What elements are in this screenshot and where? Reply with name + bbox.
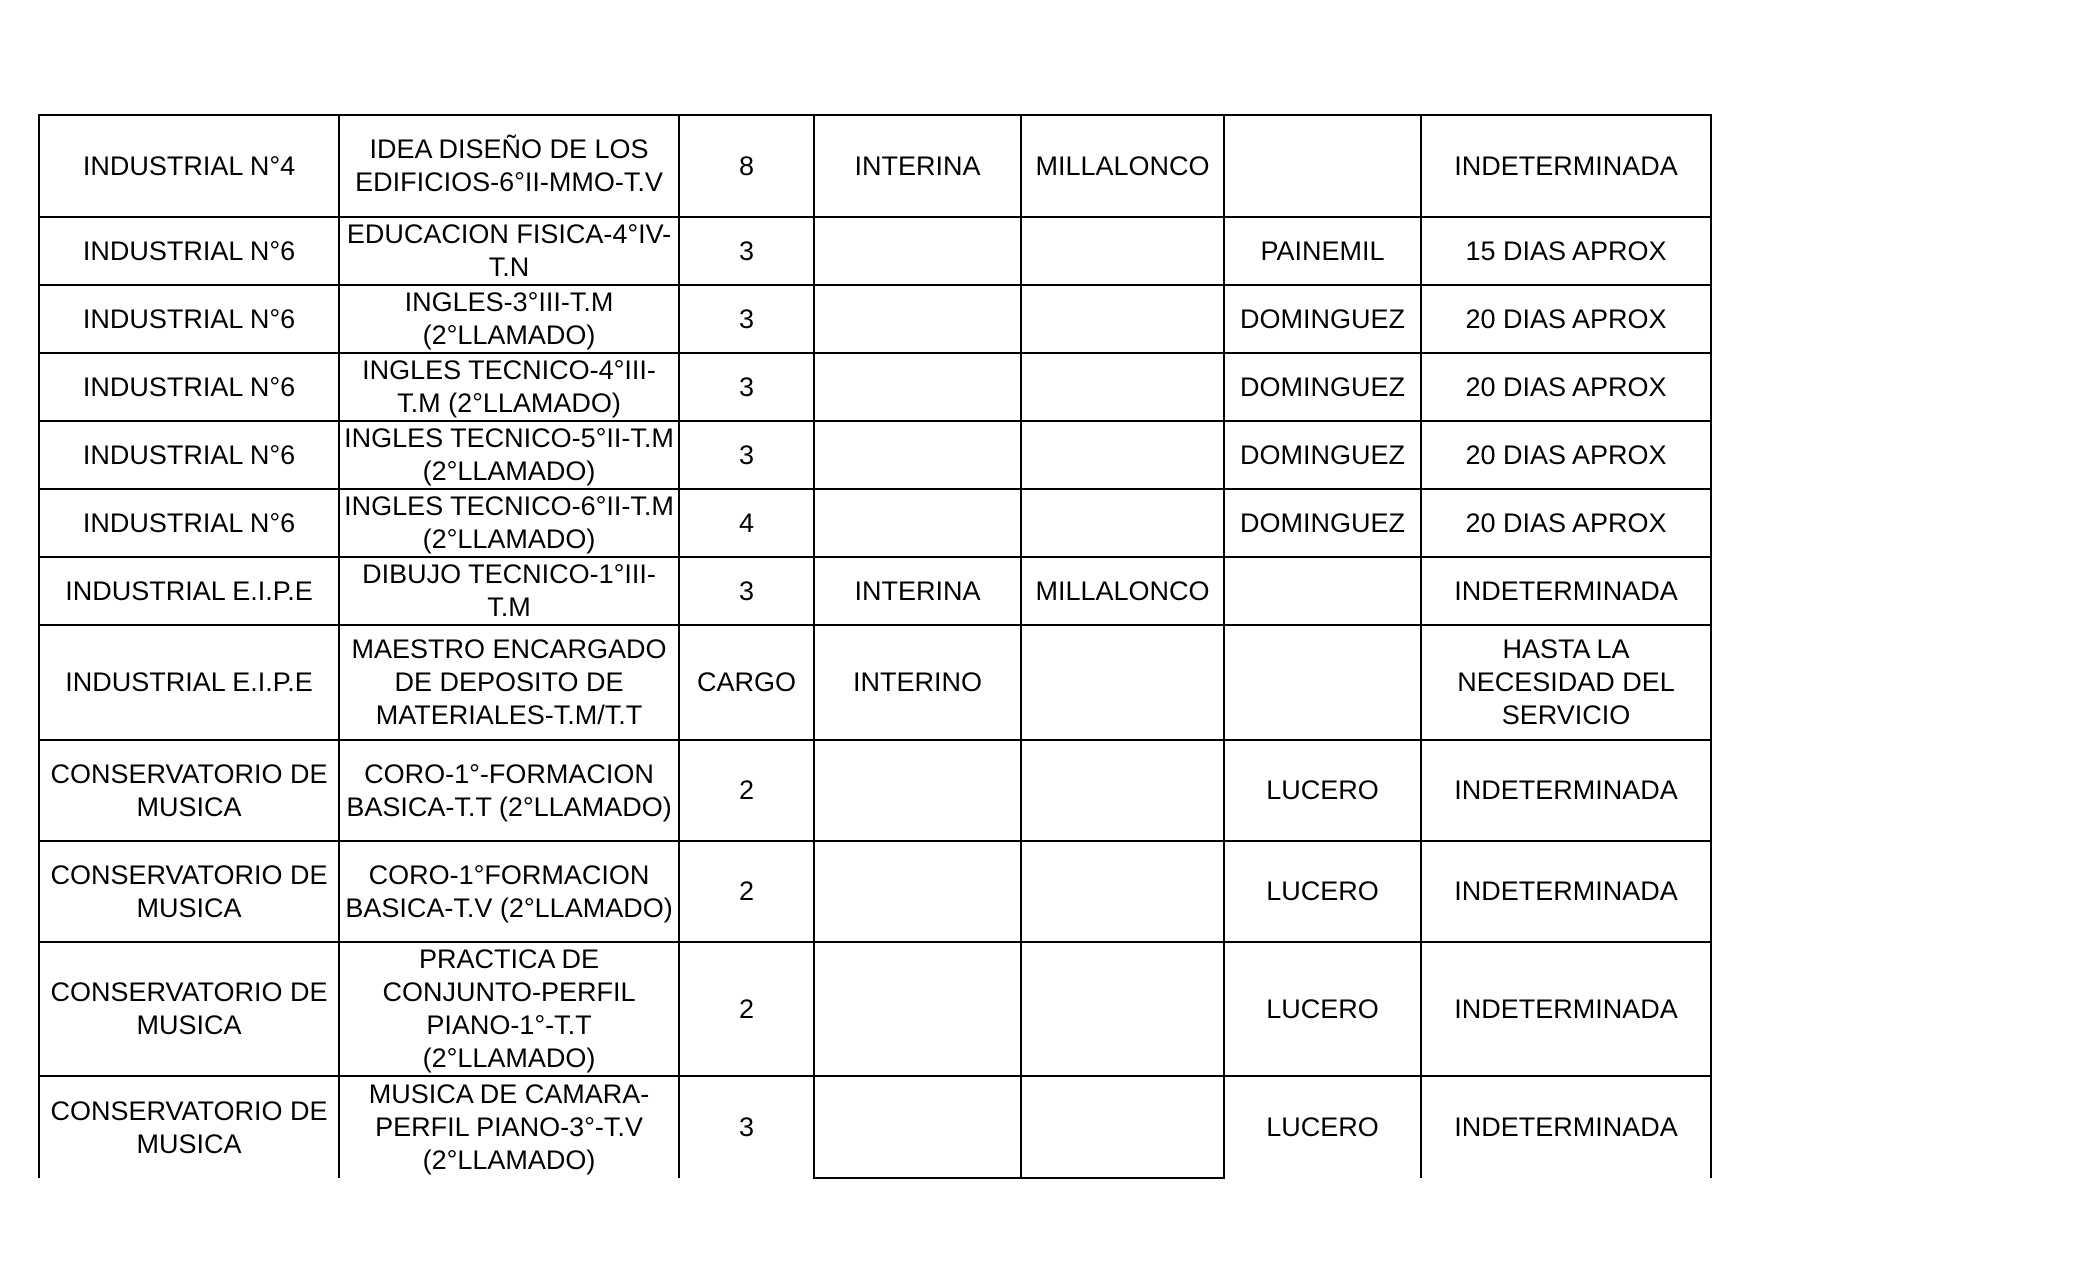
character-cell xyxy=(814,1076,1021,1178)
holder-cell xyxy=(1021,489,1224,557)
duration-cell: INDETERMINADA xyxy=(1421,557,1711,625)
holder-cell xyxy=(1021,421,1224,489)
hours-cell: 3 xyxy=(679,557,814,625)
duration-cell: 20 DIAS APROX xyxy=(1421,353,1711,421)
hours-cell: 4 xyxy=(679,489,814,557)
duration-cell: 20 DIAS APROX xyxy=(1421,285,1711,353)
substitute-cell: LUCERO xyxy=(1224,1076,1421,1178)
hours-cell: 3 xyxy=(679,353,814,421)
character-cell: INTERINA xyxy=(814,557,1021,625)
subject-cell: DIBUJO TECNICO-1°III-T.M xyxy=(339,557,679,625)
school-cell: INDUSTRIAL E.I.P.E xyxy=(39,557,339,625)
duration-cell: INDETERMINADA xyxy=(1421,942,1711,1076)
school-cell: CONSERVATORIO DE MUSICA xyxy=(39,942,339,1076)
substitute-cell: DOMINGUEZ xyxy=(1224,285,1421,353)
holder-cell xyxy=(1021,1076,1224,1178)
table-row xyxy=(39,740,1711,841)
school-cell: INDUSTRIAL N°6 xyxy=(39,489,339,557)
holder-cell xyxy=(1021,285,1224,353)
holder-cell xyxy=(1021,625,1224,740)
holder-cell: MILLALONCO xyxy=(1021,115,1224,217)
school-cell: CONSERVATORIO DE MUSICA xyxy=(39,740,339,841)
substitute-cell: LUCERO xyxy=(1224,740,1421,841)
character-cell xyxy=(814,489,1021,557)
substitute-cell: LUCERO xyxy=(1224,942,1421,1076)
table-row xyxy=(39,625,1711,740)
table-row xyxy=(39,285,1711,353)
table-row xyxy=(39,1076,1711,1178)
substitute-cell xyxy=(1224,625,1421,740)
substitute-cell xyxy=(1224,557,1421,625)
hours-cell: 8 xyxy=(679,115,814,217)
duration-cell: INDETERMINADA xyxy=(1421,1076,1711,1178)
holder-cell xyxy=(1021,217,1224,285)
character-cell xyxy=(814,353,1021,421)
school-cell: INDUSTRIAL N°6 xyxy=(39,353,339,421)
holder-cell xyxy=(1021,841,1224,942)
character-cell xyxy=(814,942,1021,1076)
duration-cell: INDETERMINADA xyxy=(1421,740,1711,841)
table-row xyxy=(39,557,1711,625)
holder-cell: MILLALONCO xyxy=(1021,557,1224,625)
hours-cell: 3 xyxy=(679,217,814,285)
substitute-cell: DOMINGUEZ xyxy=(1224,489,1421,557)
duration-cell: INDETERMINADA xyxy=(1421,841,1711,942)
hours-cell: 2 xyxy=(679,942,814,1076)
school-cell: INDUSTRIAL E.I.P.E xyxy=(39,625,339,740)
school-cell: INDUSTRIAL N°6 xyxy=(39,421,339,489)
subject-cell: MUSICA DE CAMARA-PERFIL PIANO-3°-T.V (2°LLAMADO) xyxy=(339,1076,679,1178)
subject-cell: CORO-1°FORMACION BASICA-T.V (2°LLAMADO) xyxy=(339,841,679,942)
duration-cell: HASTA LA NECESIDAD DEL SERVICIO xyxy=(1421,625,1711,740)
subject-cell: CORO-1°-FORMACION BASICA-T.T (2°LLAMADO) xyxy=(339,740,679,841)
character-cell: INTERINA xyxy=(814,115,1021,217)
subject-cell: INGLES TECNICO-5°II-T.M (2°LLAMADO) xyxy=(339,421,679,489)
subject-cell: EDUCACION FISICA-4°IV-T.N xyxy=(339,217,679,285)
substitute-cell xyxy=(1224,115,1421,217)
subject-cell: INGLES TECNICO-6°II-T.M (2°LLAMADO) xyxy=(339,489,679,557)
character-cell xyxy=(814,841,1021,942)
school-cell: INDUSTRIAL N°6 xyxy=(39,217,339,285)
character-cell: INTERINO xyxy=(814,625,1021,740)
school-cell: INDUSTRIAL N°4 xyxy=(39,115,339,217)
table-body xyxy=(39,115,1711,1178)
character-cell xyxy=(814,217,1021,285)
hours-cell: 3 xyxy=(679,1076,814,1178)
hours-cell: 3 xyxy=(679,421,814,489)
duration-cell: INDETERMINADA xyxy=(1421,115,1711,217)
table-row xyxy=(39,489,1711,557)
subject-cell: MAESTRO ENCARGADO DE DEPOSITO DE MATERIALES-T.M/T.T xyxy=(339,625,679,740)
character-cell xyxy=(814,285,1021,353)
school-cell: CONSERVATORIO DE MUSICA xyxy=(39,841,339,942)
subject-cell: IDEA DISEÑO DE LOS EDIFICIOS-6°II-MMO-T.V xyxy=(339,115,679,217)
holder-cell xyxy=(1021,740,1224,841)
table-row xyxy=(39,841,1711,942)
character-cell xyxy=(814,740,1021,841)
table-row xyxy=(39,353,1711,421)
vacancy-table xyxy=(38,114,1712,1179)
duration-cell: 20 DIAS APROX xyxy=(1421,489,1711,557)
subject-cell: PRACTICA DE CONJUNTO-PERFIL PIANO-1°-T.T (2°LLAMADO) xyxy=(339,942,679,1076)
table-row xyxy=(39,942,1711,1076)
hours-cell: 2 xyxy=(679,740,814,841)
table-row xyxy=(39,217,1711,285)
duration-cell: 20 DIAS APROX xyxy=(1421,421,1711,489)
substitute-cell: LUCERO xyxy=(1224,841,1421,942)
hours-cell: CARGO xyxy=(679,625,814,740)
holder-cell xyxy=(1021,353,1224,421)
substitute-cell: PAINEMIL xyxy=(1224,217,1421,285)
holder-cell xyxy=(1021,942,1224,1076)
hours-cell: 3 xyxy=(679,285,814,353)
duration-cell: 15 DIAS APROX xyxy=(1421,217,1711,285)
table-row xyxy=(39,115,1711,217)
subject-cell: INGLES TECNICO-4°III-T.M (2°LLAMADO) xyxy=(339,353,679,421)
character-cell xyxy=(814,421,1021,489)
substitute-cell: DOMINGUEZ xyxy=(1224,353,1421,421)
hours-cell: 2 xyxy=(679,841,814,942)
subject-cell: INGLES-3°III-T.M (2°LLAMADO) xyxy=(339,285,679,353)
table-row xyxy=(39,421,1711,489)
school-cell: CONSERVATORIO DE MUSICA xyxy=(39,1076,339,1178)
school-cell: INDUSTRIAL N°6 xyxy=(39,285,339,353)
document-page xyxy=(38,114,1712,1179)
substitute-cell: DOMINGUEZ xyxy=(1224,421,1421,489)
